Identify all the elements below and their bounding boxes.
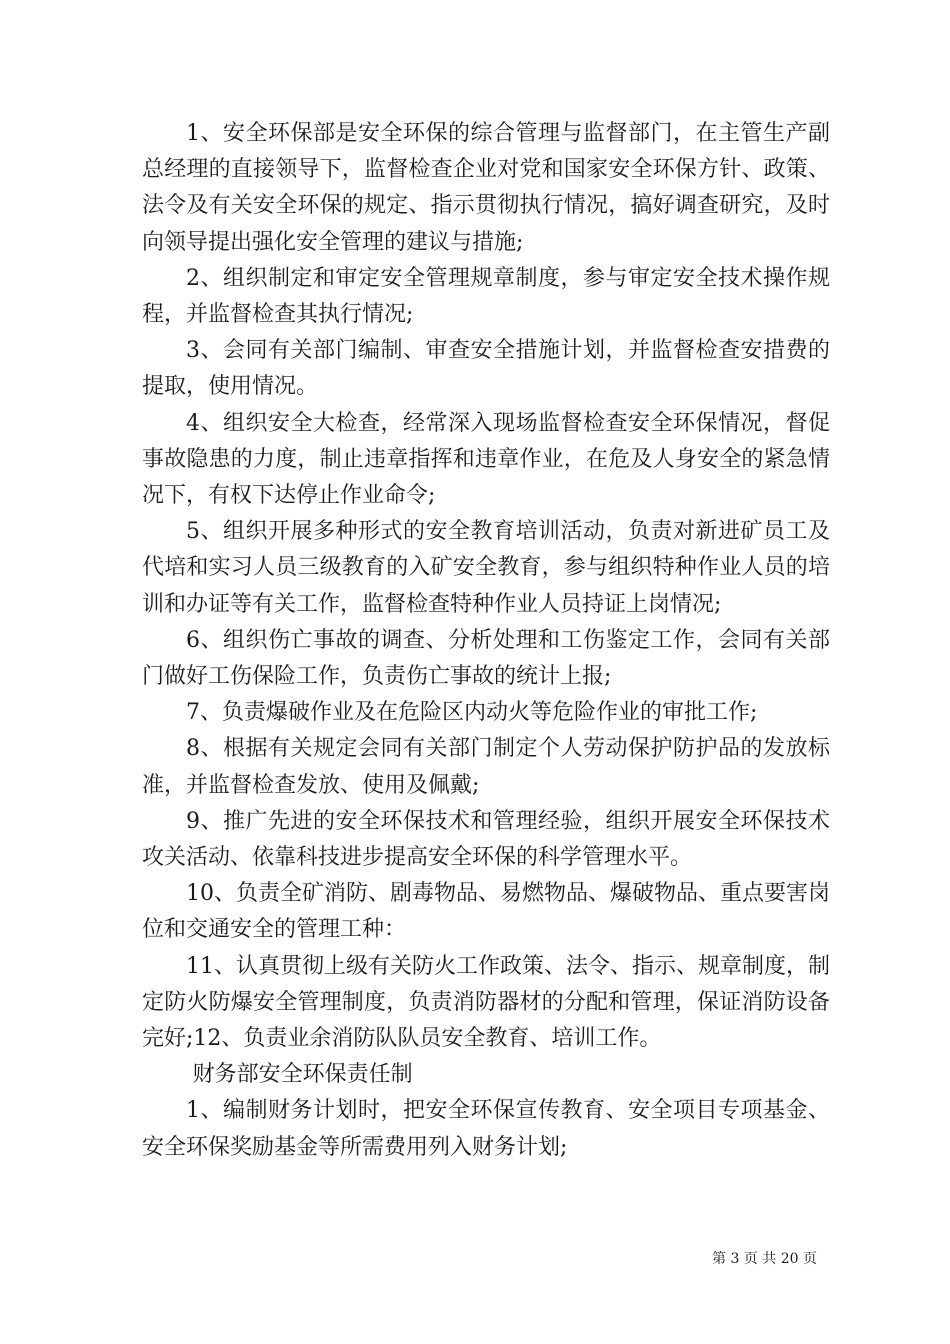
page-number: 第 3 页 共 20 页: [712, 1251, 817, 1267]
paragraph-duty-9: 9、推广先进的安全环保技术和管理经验，组织开展安全环保技术攻关活动、依靠科技进步提高安全环保的科学管理水平。: [142, 808, 830, 871]
paragraph-duty-1: 1、安全环保部是安全环保的综合管理与监督部门，在主管生产副总经理的直接领导下，监督检查企业对党和国家安全环保方针、政策、法令及有关安全环保的规定、指示贯彻执行情况，搞好调查研究，及时向领导提出强化安全管理的建议与措施;: [142, 121, 830, 255]
paragraph-duty-11-12: 11、认真贯彻上级有关防火工作政策、法令、指示、规章制度，制定防火防爆安全管理制度，负责消防器材的分配和管理，保证消防设备完好;12、负责业余消防队队员安全教育、培训工作。: [142, 953, 830, 1052]
section-heading-finance: 财务部安全环保责任制: [192, 1062, 413, 1088]
paragraph-duty-2: 2、组织制定和审定安全管理规章制度，参与审定安全技术操作规程，并监督检查其执行情况;: [142, 265, 830, 328]
paragraph-duty-8: 8、根据有关规定会同有关部门制定个人劳动保护防护品的发放标准，并监督检查发放、使用及佩戴;: [142, 736, 830, 798]
document-body: [142, 116, 830, 1166]
paragraph-duty-6: 6、组织伤亡事故的调查、分析处理和工伤鉴定工作，会同有关部门做好工伤保险工作，负责伤亡事故的统计上报;: [142, 627, 830, 690]
paragraph-duty-7: 7、负责爆破作业及在危险区内动火等危险作业的审批工作;: [186, 700, 758, 726]
paragraph-duty-5: 5、组织开展多种形式的安全教育培训活动，负责对新进矿员工及代培和实习人员三级教育的入矿安全教育，参与组织特种作业人员的培训和办证等有关工作，监督检查特种作业人员持证上岗情况;: [142, 519, 830, 617]
paragraph-finance-duty-1: 1、编制财务计划时，把安全环保宣传教育、安全项目专项基金、安全环保奖励基金等所需费用列入财务计划;: [142, 1098, 830, 1160]
paragraph-duty-4: 4、组织安全大检查，经常深入现场监督检查安全环保情况，督促事故隐患的力度，制止违章指挥和违章作业，在危及人身安全的紧急情况下，有权下达停止作业命令;: [142, 410, 830, 509]
paragraph-duty-10: 10、负责全矿消防、剧毒物品、易燃物品、爆破物品、重点要害岗位和交通安全的管理工种：: [142, 881, 830, 943]
paragraph-duty-3: 3、会同有关部门编制、审查安全措施计划，并监督检查安措费的提取，使用情况。: [142, 338, 830, 400]
